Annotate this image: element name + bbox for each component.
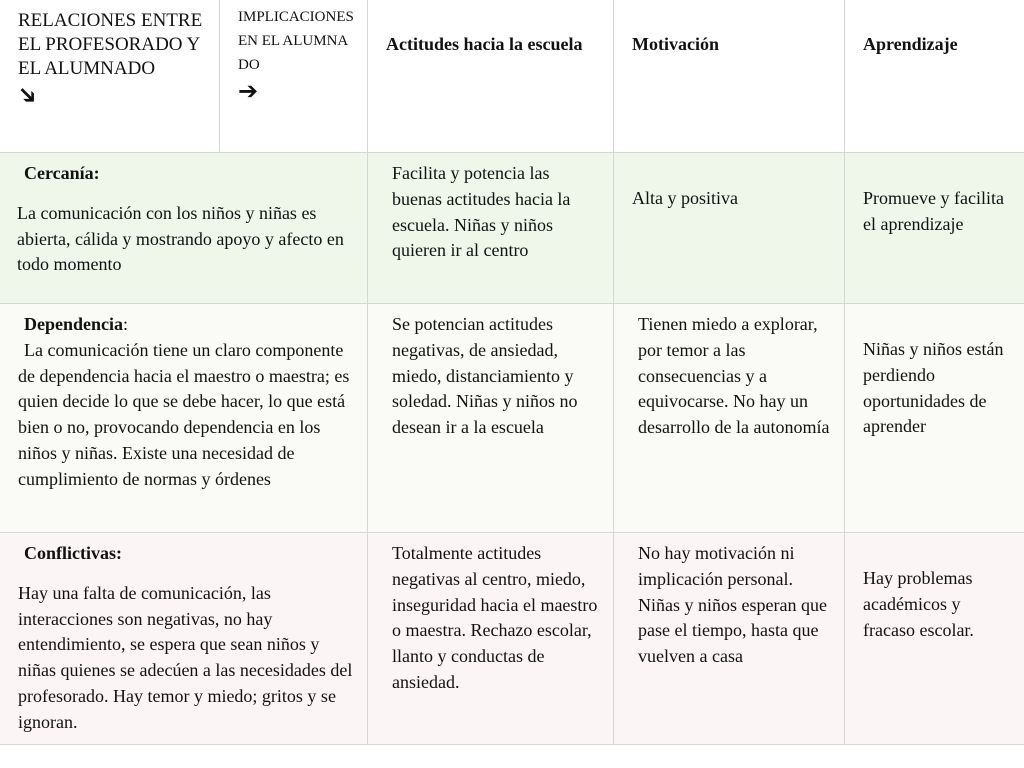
cell-text: Alta y positiva bbox=[632, 188, 738, 208]
row-description: La comunicación con los niños y niñas es abierta, cálida y mostrando apoyo y afecto en todo momento bbox=[17, 202, 344, 275]
row-conflictivas-motivacion: No hay motivación ni implicación personal. Niñas y niños esperan que pase el tiempo, hasta que vuelven a casa bbox=[614, 533, 845, 745]
row-description: La comunicación tiene un claro componente de dependencia hacia el maestro o maestra; es quien decide lo que se debe hacer, lo que está bien o no, provocando dependencia en los niños y niñas. Existe una necesidad de cumplimiento de normas y órdenes bbox=[18, 339, 350, 489]
row-dependencia-aprendizaje bbox=[845, 304, 1024, 533]
row-dependencia-motivacion: Tienen miedo a explorar, por temor a las consecuencias y a equivocarse. No hay un desarrollo de la autonomía bbox=[614, 304, 845, 533]
row-cercania-motivacion bbox=[614, 153, 845, 304]
cell-text: Promueve y facilita el aprendizaje bbox=[863, 188, 1004, 234]
header-relaciones-label: RELACIONES ENTRE EL PROFESORADO Y EL ALUMNADO bbox=[18, 10, 203, 79]
arrow-down-right-icon: ➔ bbox=[11, 77, 46, 113]
header-relaciones-cell bbox=[0, 0, 220, 153]
row-description: Hay una falta de comunicación, las interacciones son negativas, no hay entendimiento, se espera que sean niños y niñas quienes se adecúen a las necesidades del profesorado. Hay temor y miedo; gritos y se ignoran. bbox=[18, 582, 353, 732]
row-title: Conflictivas: bbox=[24, 543, 122, 563]
row-cercania-aprendizaje bbox=[845, 153, 1024, 304]
arrow-right-icon: ➔ bbox=[238, 77, 259, 105]
cell-text: Niñas y niños están perdiendo oportunidades de aprender bbox=[863, 339, 1004, 437]
header-implicaciones-label: IMPLICACIONES EN EL ALUMNADO bbox=[238, 9, 354, 73]
row-dependencia-actitudes: Se potencian actitudes negativas, de ansiedad, miedo, distanciamiento y soledad. Niñas y niños no desean ir a la escuela bbox=[368, 304, 614, 533]
cell-text: Hay problemas académicos y fracaso escolar. bbox=[863, 568, 974, 640]
row-cercania-actitudes: Facilita y potencia las buenas actitudes hacia la escuela. Niñas y niños quieren ir al centro bbox=[368, 153, 614, 304]
row-dependencia-relacion bbox=[0, 304, 368, 533]
header-aprendizaje: Aprendizaje bbox=[845, 0, 1024, 153]
header-motivacion: Motivación bbox=[614, 0, 845, 153]
row-cercania-relacion bbox=[0, 153, 368, 304]
header-implicaciones-cell bbox=[220, 0, 368, 153]
row-conflictivas-relacion bbox=[0, 533, 368, 745]
header-actitudes: Actitudes hacia la escuela bbox=[368, 0, 614, 153]
row-conflictivas-aprendizaje bbox=[845, 533, 1024, 745]
row-title: Dependencia: bbox=[24, 314, 129, 334]
row-title: Cercanía: bbox=[24, 163, 100, 183]
row-conflictivas-actitudes: Totalmente actitudes negativas al centro, miedo, inseguridad hacia el maestro o maestra. Rechazo escolar, llanto y conductas de ansiedad. bbox=[368, 533, 614, 745]
